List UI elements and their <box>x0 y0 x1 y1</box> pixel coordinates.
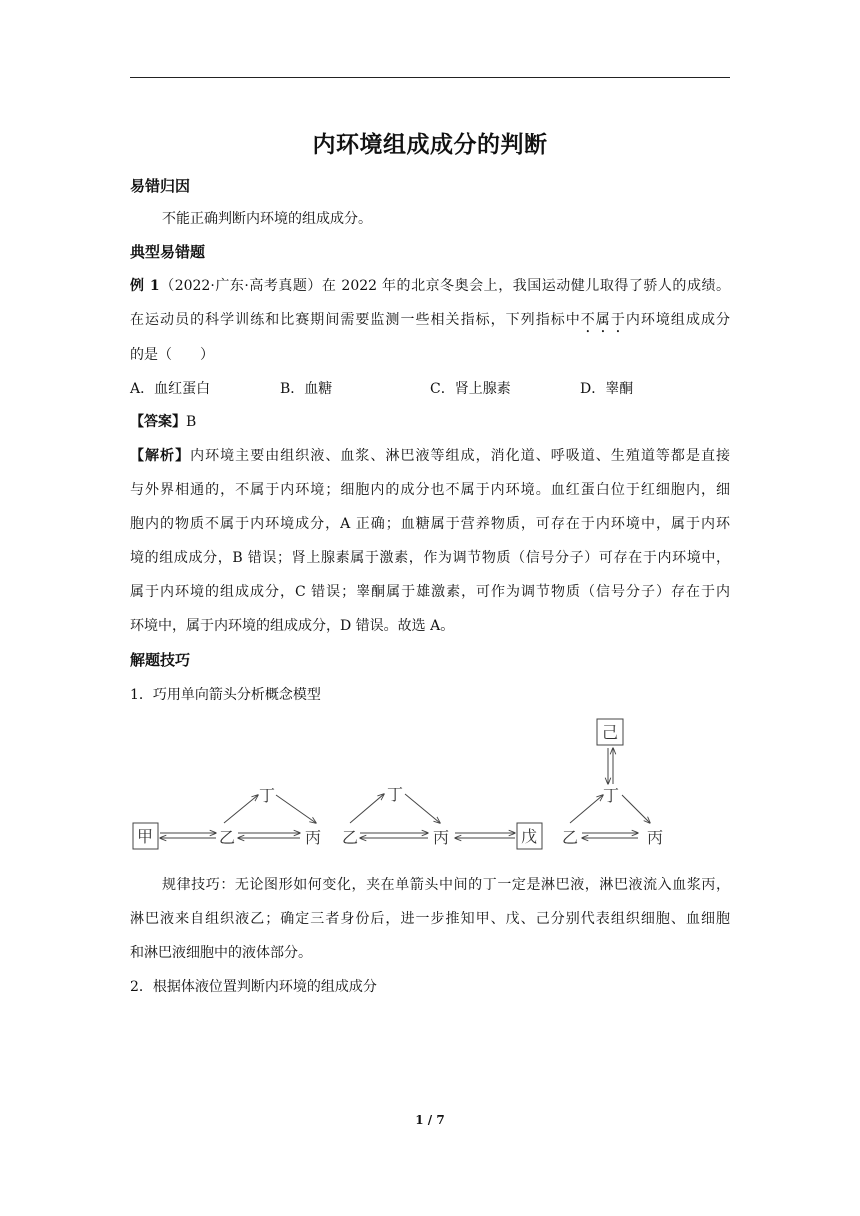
cause-text: 不能正确判断内环境的组成成分。 <box>162 211 372 227</box>
page-title: 内环境组成成分的判断 <box>312 132 548 158</box>
analysis-line-5: 属于内环境的组成成分，C 错误；睾酮属于雄激素，可作为调节物质（信号分子）存在于内 <box>130 584 730 600</box>
answer-value: B <box>186 414 197 430</box>
option-c: C．肾上腺素 <box>430 381 511 397</box>
section-heading-cause: 易错归因 <box>130 177 191 195</box>
node-jia: 甲 <box>137 827 154 846</box>
example-text-tail: 内环境组成成分 <box>625 312 731 328</box>
node-ding-3: 丁 <box>603 786 620 805</box>
analysis-text: 内环境主要由组织液、血浆、淋巴液等组成，消化道、呼吸道、生殖道等都是直接 <box>190 448 731 464</box>
analysis-line-6: 环境中，属于内环境的组成成分，D 错误。故选 A。 <box>130 618 455 634</box>
option-a: A．血红蛋白 <box>130 381 211 397</box>
section-heading-tips: 解题技巧 <box>130 651 191 669</box>
rule-line-2: 淋巴液来自组织液乙；确定三者身份后，进一步推知甲、戊、己分别代表组织细胞、血细胞 <box>130 911 730 927</box>
example-line-3: 的是（ ） <box>130 347 214 363</box>
emphasis-not-belong: 不属于 <box>580 312 626 328</box>
node-yi-1: 乙 <box>219 828 236 847</box>
example-label: 例 1 <box>130 278 160 294</box>
page-number: 1 / 7 <box>415 1113 445 1127</box>
option-b: B．血糖 <box>280 381 333 397</box>
node-bing-2: 丙 <box>433 828 450 847</box>
tip1-heading: 1．巧用单向箭头分析概念模型 <box>130 687 321 703</box>
node-bing-3: 丙 <box>647 828 664 847</box>
analysis-label: 【解析】 <box>130 448 191 464</box>
rule-line-1: 规律技巧：无论图形如何变化，夹在单箭头中间的丁一定是淋巴液，淋巴液流入血浆丙， <box>162 877 730 893</box>
analysis-line-2: 与外界相通的，不属于内环境；细胞内的成分也不属于内环境。血红蛋白位于红细胞内，细 <box>130 482 730 498</box>
analysis-line-4: 境的组成成分，B 错误；肾上腺素属于激素，作为调节物质（信号分子）可存在于内环境中， <box>130 550 730 566</box>
node-ding-1: 丁 <box>259 786 276 805</box>
tip2-heading: 2．根据体液位置判断内环境的组成成分 <box>130 979 377 995</box>
node-ding-2: 丁 <box>387 785 404 804</box>
node-ji: 己 <box>602 723 619 742</box>
section-heading-typical: 典型易错题 <box>130 243 206 261</box>
answer-label: 【答案】 <box>130 414 186 430</box>
rule-line-3: 和淋巴液细胞中的液体部分。 <box>130 945 312 961</box>
node-bing-1: 丙 <box>305 828 322 847</box>
node-wu: 戊 <box>521 827 538 846</box>
option-d: D．睾酮 <box>580 381 634 397</box>
node-yi-3: 乙 <box>562 828 579 847</box>
example-text: 在运动员的科学训练和比赛期间需要监测一些相关指标，下列指标中 <box>130 312 581 328</box>
example-source: （2022·广东·高考真题）在 2022 年的北京冬奥会上，我国运动健儿取得了骄人的成绩。 <box>159 278 730 294</box>
node-yi-2: 乙 <box>342 828 359 847</box>
analysis-line-3: 胞内的物质不属于内环境成分，A 正确；血糖属于营养物质，可存在于内环境中，属于内环 <box>130 516 730 532</box>
